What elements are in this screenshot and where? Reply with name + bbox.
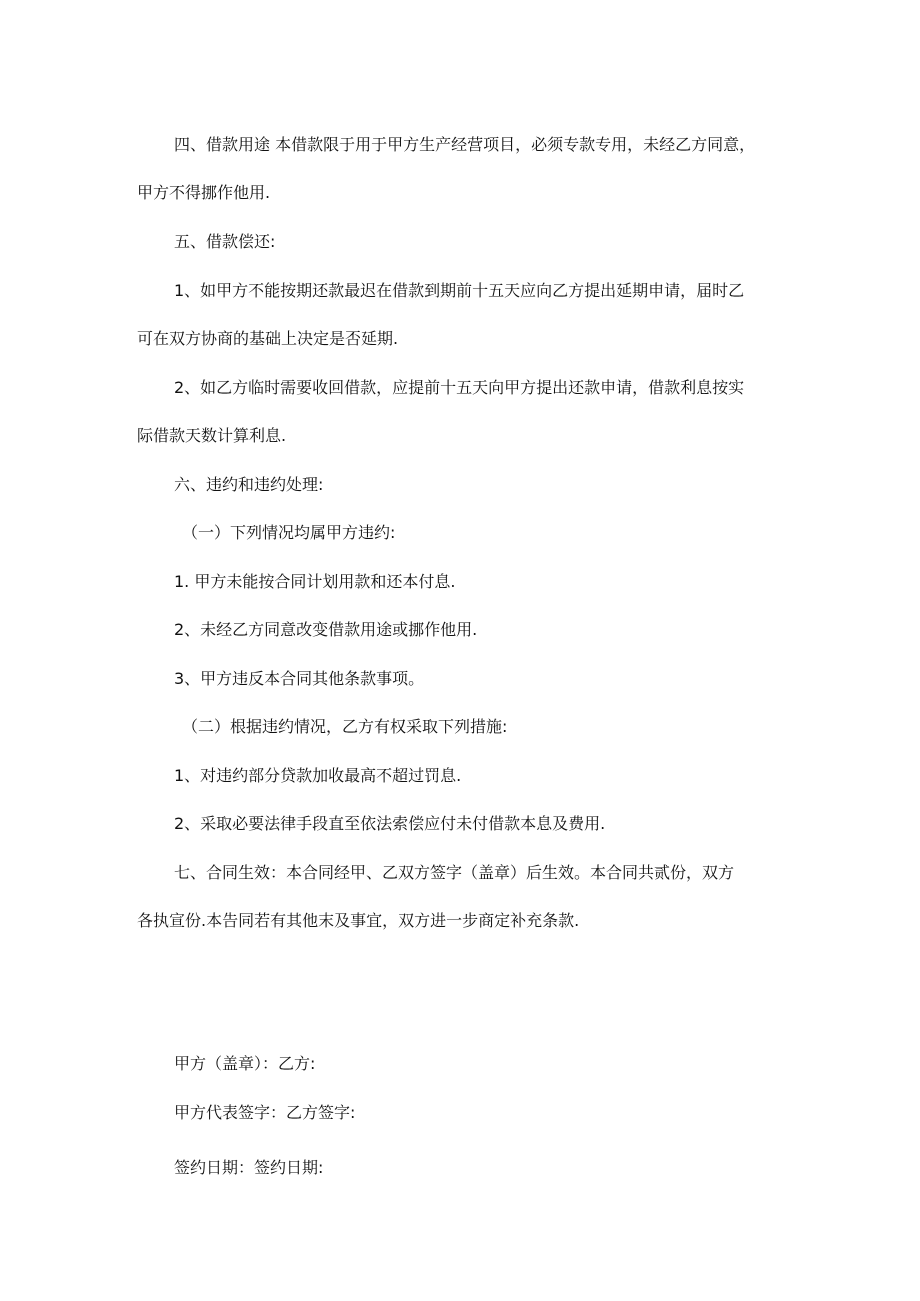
section6-heading: 六、违约和违约处理:: [174, 475, 324, 494]
section5-item2-line1: 2、如乙方临时需要收回借款，应提前十五天向甲方提出还款申请，借款利息按实: [174, 378, 745, 397]
section6-sub1-heading: （一）下列情况均属甲方违约:: [182, 523, 396, 542]
section5-heading: 五、借款偿还:: [174, 232, 276, 251]
section5-item1-line2: 可在双方协商的基础上决定是否延期.: [137, 329, 399, 348]
section6-sub2-item2: 2、采取必要法律手段直至依法索偿应付未付借款本息及费用.: [174, 814, 606, 833]
section5-item2-line2: 际借款天数计算利息.: [137, 426, 287, 445]
section5-item1-line1: 1、如甲方不能按期还款最迟在借款到期前十五天应向乙方提出延期申请，届时乙: [174, 281, 745, 300]
section4-line2: 甲方不得挪作他用.: [137, 183, 271, 202]
section7-line2: 各执宣份.本告同若有其他末及事宜，双方进一步商定补充条款.: [137, 911, 580, 930]
signature-seal-line: 甲方（盖章）：乙方:: [174, 1054, 316, 1073]
section6-sub1-item3: 3、甲方违反本合同其他条款事项。: [174, 669, 425, 688]
section6-sub1-item1: 1. 甲方未能按合同计划用款和还本付息.: [174, 572, 456, 591]
signature-sign-line: 甲方代表签字：乙方签字:: [174, 1103, 356, 1122]
section6-sub2-heading: （二）根据违约情况，乙方有权采取下列措施:: [182, 717, 508, 736]
section7-line1: 七、合同生效：本合同经甲、乙双方签字（盖章）后生效。本合同共贰份，双方: [174, 863, 735, 882]
section6-sub1-item2: 2、未经乙方同意改变借款用途或挪作他用.: [174, 620, 478, 639]
signature-date-line: 签约日期：签约日期:: [174, 1158, 324, 1177]
section6-sub2-item1: 1、对违约部分贷款加收最高不超过罚息.: [174, 766, 462, 785]
section4-line1: 四、借款用途 本借款限于用于甲方生产经营项目，必须专款专用，未经乙方同意，: [174, 135, 756, 154]
